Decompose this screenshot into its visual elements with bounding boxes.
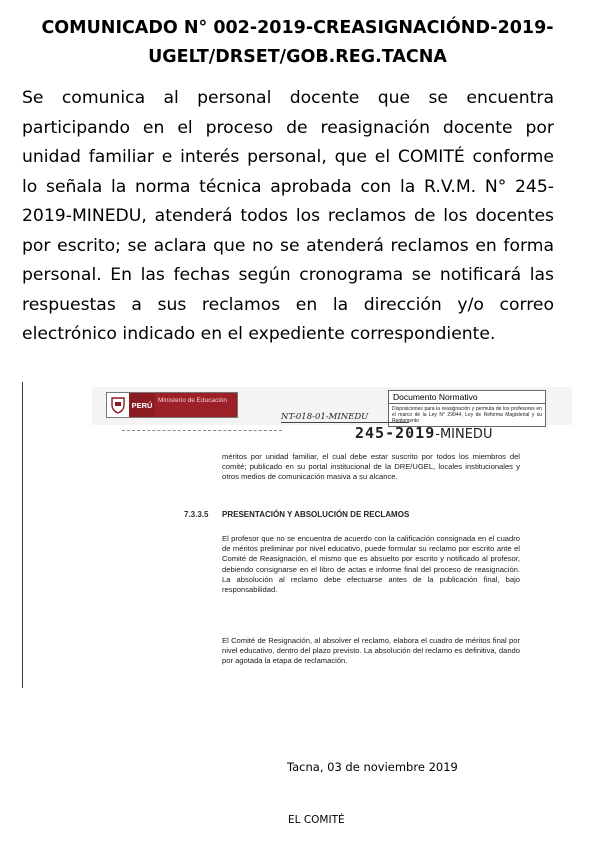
scan-margin-line <box>22 382 23 688</box>
signature-line: EL COMITÉ <box>288 814 345 826</box>
section-number: 7.3.3.5 <box>184 510 209 519</box>
doc-norm-title: Documento Normativo <box>389 391 545 404</box>
title-line-2: UGELT/DRSET/GOB.REG.TACNA <box>148 47 447 67</box>
logo-peru-label: PERÚ <box>129 393 155 417</box>
title-line-1: COMUNICADO N° 002-2019-CREASIGNACIÓND-2019- <box>41 18 554 38</box>
date-line: Tacna, 03 de noviembre 2019 <box>287 760 458 774</box>
scan-paragraph-1: méritos por unidad familiar, el cual debe estar suscrito por todos los miembros del comité; publicado en su portal institucional de la DRE/UGEL, locales institucionales y otros medios de comunicación masiva a su alcance. <box>222 452 520 482</box>
logo-ministry-label: Ministerio de Educación <box>155 393 237 417</box>
stamp-number: 245-2019 <box>355 424 436 442</box>
scan-dashed-line <box>122 430 282 431</box>
rvm-stamp <box>355 424 492 442</box>
scanned-excerpt <box>22 382 582 692</box>
document-normativo-box <box>388 390 546 427</box>
section-title: PRESENTACIÓN Y ABSOLUCIÓN DE RECLAMOS <box>222 510 410 519</box>
communique-title <box>10 14 585 72</box>
communique-body: Se comunica al personal docente que se encuentra participando en el proceso de reasignación docente por unidad familiar e interés personal, que el COMITÉ conforme lo señala la norma técnica aprobada con la R.V.M. N° 245-2019-MINEDU, atenderá todos los reclamos de los docentes por escrito; se aclara que no se atenderá reclamos en forma personal. En las fechas según cronograma se notificará las respuestas a sus reclamos en la dirección y/o correo electrónico indicado en el expediente correspondiente. <box>22 88 554 344</box>
ministry-logo <box>106 392 238 418</box>
scan-paragraph-3: El Comité de Resignación, al absolver el reclamo, elabora el cuadro de méritos final por nivel educativo, dentro del plazo previsto. La absolución del reclamo es definitiva, dando por agotada la etapa de reclamación. <box>222 636 520 666</box>
stamp-suffix: -MINEDU <box>435 427 493 442</box>
coat-of-arms-icon <box>107 393 129 417</box>
scan-paragraph-2: El profesor que no se encuentra de acuerdo con la calificación consignada en el cuadro de méritos preliminar por nivel educativo, puede formular su reclamo por escrito ante el Comité de Reasignación, el mismo que es absuelto por escrito y notificado al profesor, debiendo consignarse en el libro de actas e informe final del proceso de reasignación. La absolución al reclamo debe efectuarse antes de la publicación final, bajo responsabilidad. <box>222 534 520 595</box>
handwritten-reference: NT-018-01-MINEDU <box>281 412 409 423</box>
doc-norm-description: Disposiciones para la reasignación y permuta de los profesores en el marco de la Ley N° 29944, Ley de Reforma Magisterial y su Reglamento <box>392 406 542 424</box>
